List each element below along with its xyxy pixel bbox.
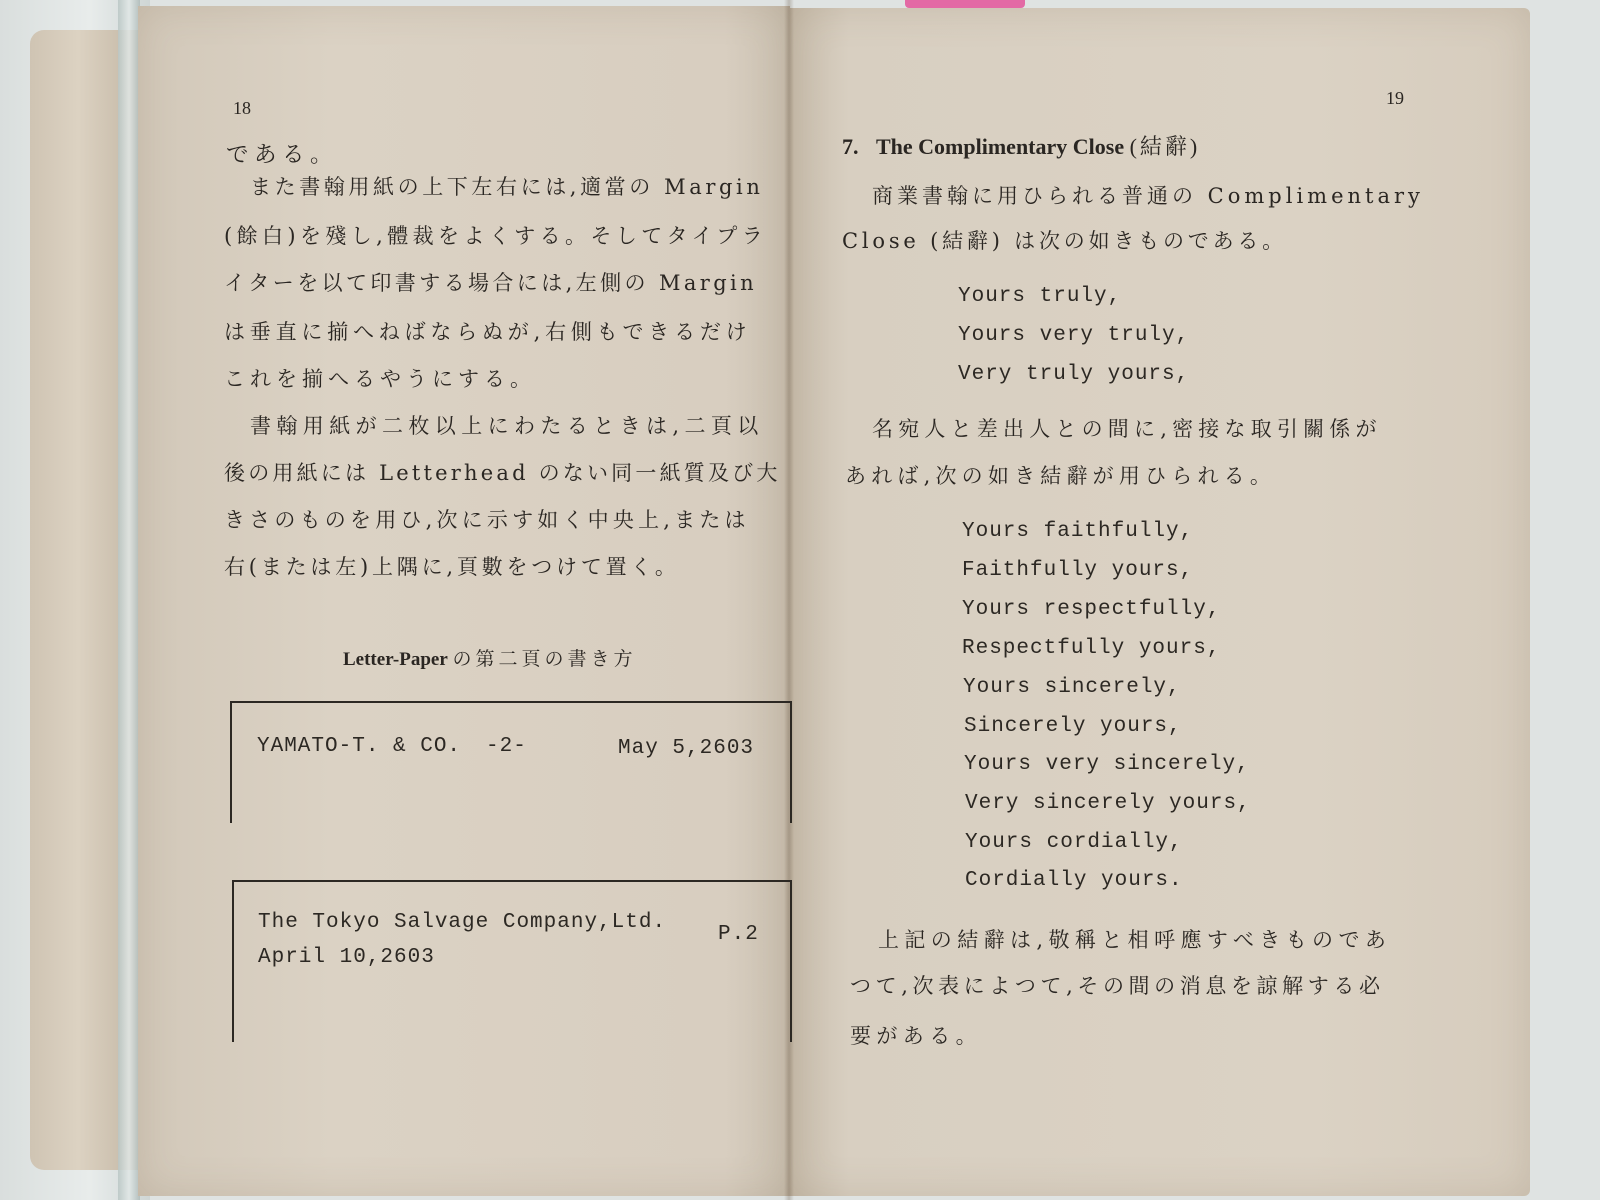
left-line-8: 後の用紙には Letterhead のない同一紙質及び大 — [224, 461, 781, 485]
example1-page: -2- — [486, 735, 527, 758]
example-caption — [343, 644, 637, 671]
left-line-10: 右(または左)上隅に,頁數をつけて置く。 — [224, 555, 680, 579]
left-line-7: 書翰用紙が二枚以上にわたるときは,二頁以 — [250, 414, 764, 438]
caption-ja: の第二頁の書き方 — [452, 649, 637, 670]
example2-page: P.2 — [718, 923, 759, 946]
example2-date: April 10,2603 — [258, 946, 435, 969]
close-yours-truly: Yours truly, — [958, 285, 1122, 308]
closing-line-2: つて,次表によつて,その間の消息を諒解する必 — [850, 974, 1385, 998]
heading-ja: (結辭) — [1129, 134, 1201, 159]
closing-line-1: 上記の結辭は,敬稱と相呼應すべきものであ — [878, 928, 1392, 952]
middle-line-2: あれば,次の如き結辭が用ひられる。 — [845, 464, 1277, 488]
heading-title: The Complimentary Close — [876, 134, 1125, 159]
close-yours-very-sincerely: Yours very sincerely, — [964, 753, 1250, 776]
section-heading — [842, 130, 1200, 161]
close-cordially-yours: Cordially yours. — [965, 869, 1183, 892]
example2-company: The Tokyo Salvage Company,Ltd. — [258, 911, 667, 934]
close-faithfully-yours: Faithfully yours, — [962, 559, 1194, 582]
close-very-sincerely-yours: Very sincerely yours, — [965, 792, 1251, 815]
caption-latin: Letter-Paper — [343, 649, 448, 670]
example1-company: YAMATO-T. & CO. — [257, 735, 462, 758]
close-yours-faithfully: Yours faithfully, — [962, 520, 1194, 543]
left-line-3: (餘白)を殘し,體裁をよくする。そしてタイプラ — [224, 224, 768, 248]
page-number-right: 19 — [1386, 88, 1404, 108]
close-yours-sincerely: Yours sincerely, — [963, 676, 1181, 699]
heading-number: 7. — [842, 134, 859, 159]
close-very-truly-yours: Very truly yours, — [958, 363, 1190, 386]
close-yours-very-truly: Yours very truly, — [958, 324, 1190, 347]
left-line-6: これを揃へるやうにする。 — [224, 367, 536, 391]
left-line-9: きさのものを用ひ,次に示す如く中央上,または — [224, 508, 750, 532]
left-line-2: また書翰用紙の上下左右には,適當の Margin — [250, 175, 764, 199]
glass-plate-edge — [118, 0, 140, 1200]
left-line-4: イターを以て印書する場合には,左側の Margin — [224, 271, 758, 295]
close-sincerely-yours: Sincerely yours, — [964, 715, 1182, 738]
close-yours-respectfully: Yours respectfully, — [962, 598, 1221, 621]
bookmark-tab — [905, 0, 1025, 8]
close-yours-cordially: Yours cordially, — [965, 831, 1183, 854]
page-number-left: 18 — [233, 98, 251, 118]
closing-line-3: 要がある。 — [850, 1024, 982, 1048]
intro-line-1: 商業書翰に用ひられる普通の Complimentary — [872, 184, 1424, 208]
close-respectfully-yours: Respectfully yours, — [962, 637, 1221, 660]
example1-date: May 5,2603 — [618, 737, 755, 760]
middle-line-1: 名宛人と差出人との間に,密接な取引關係が — [872, 417, 1382, 441]
left-line-5: は垂直に揃へねばならぬが,右側もできるだけ — [224, 320, 752, 344]
example-letterhead-1 — [230, 701, 792, 823]
intro-line-2: Close (結辭) は次の如きものである。 — [842, 229, 1287, 253]
left-line-1: である。 — [226, 142, 339, 168]
